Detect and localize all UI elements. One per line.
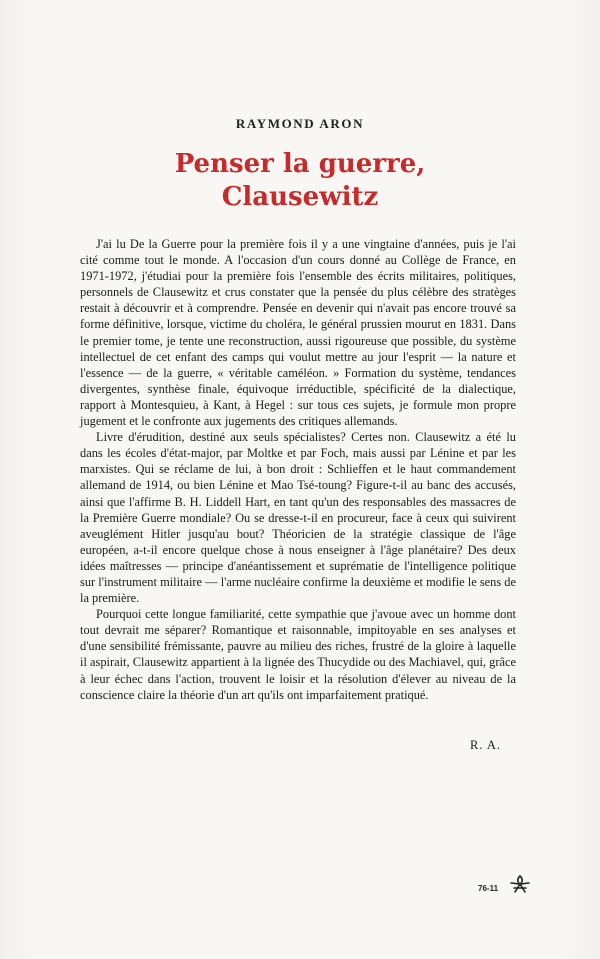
paragraph-3: Pourquoi cette longue familiarité, cette sympathie que j'avoue avec un homme dont tout devrait me séparer? Romantique et raisonnable, impitoyable en ses analyses et d'une sensibilité frémissante, pauvre au milieu des riches, frustré de la gloire à laquelle il aspirait, Clausewitz appartient à la lignée des Thucydide ou des Machiavel, qui, grâce à leur échec dans l'action, trouvent le loisir et la résolution d'élever au niveau de la conscience claire la théorie d'un art qu'ils ont imparfaitement pratiqué. <box>80 607 516 702</box>
publisher-logo-icon <box>508 874 532 894</box>
paragraph-1: J'ai lu De la Guerre pour la première fois il y a une vingtaine d'années, puis je l'ai cité comme tout le monde. A l'occasion d'un cours donné au Collège de France, en 1971-1972, j'étudiai pour la première fois l'ensemble des écrits militaires, politiques, personnels de Clausewitz et crus constater que la pensée du plus célèbre des stratèges restait à découvrir et à comprendre. Pensée en devenir qui n'avait pas encore trouvé sa forme définitive, lorsque, victime du choléra, le général prussien mourut en 1831. Dans le premier tome, je tente une reconstruction, aussi rigoureuse que possible, du système intellectuel de cet enfant des camps qui voulut mettre au jour l'esprit — la nature et l'essence — de la guerre, « véritable caméléon. » Formation du système, tendances divergentes, synthèse finale, équivoque irréductible, spécificité de la dialectique, rapport à Montesquieu, à Kant, à Hegel : sur tous ces sujets, je formule mon propre jugement et le confronte aux jugements des critiques allemands. <box>80 237 516 429</box>
author-name: RAYMOND ARON <box>235 116 365 131</box>
title-line-1: Penser la guerre, <box>174 149 426 179</box>
signature: R. A. <box>470 738 502 752</box>
page-title <box>0 148 600 214</box>
title-line-2: Clausewitz <box>221 182 379 212</box>
body-text <box>80 236 516 703</box>
paragraph-2: Livre d'érudition, destiné aux seuls spécialistes? Certes non. Clausewitz a été lu dans les écoles d'état-major, par Moltke et par Foch, mais aussi par Lénine et par les marxistes. Qui se réclame de lui, à bon droit : Schlieffen et le haut commandement allemand de 1914, ou bien Lénine et Mao Tsé-toung? Figure-t-il au banc des accusés, ainsi que l'affirme B. H. Liddell Hart, en tant qu'un des responsables des massacres de la Première Guerre mondiale? Ou se dresse-t-il en procureur, face à ceux qui suivirent aveuglément Hitler jusqu'au bout? Théoricien de la stratégie classique de l'âge européen, a-t-il encore quelque chose à nous enseigner à l'âge planétaire? Des deux idées maîtresses — principe d'anéantissement et suprématie de l'intelligence politique sur l'instrument militaire — l'arme nucléaire confirme la deuxième et modifie le sens de la première. <box>80 430 516 606</box>
catalog-code: 76-11 <box>478 884 499 893</box>
